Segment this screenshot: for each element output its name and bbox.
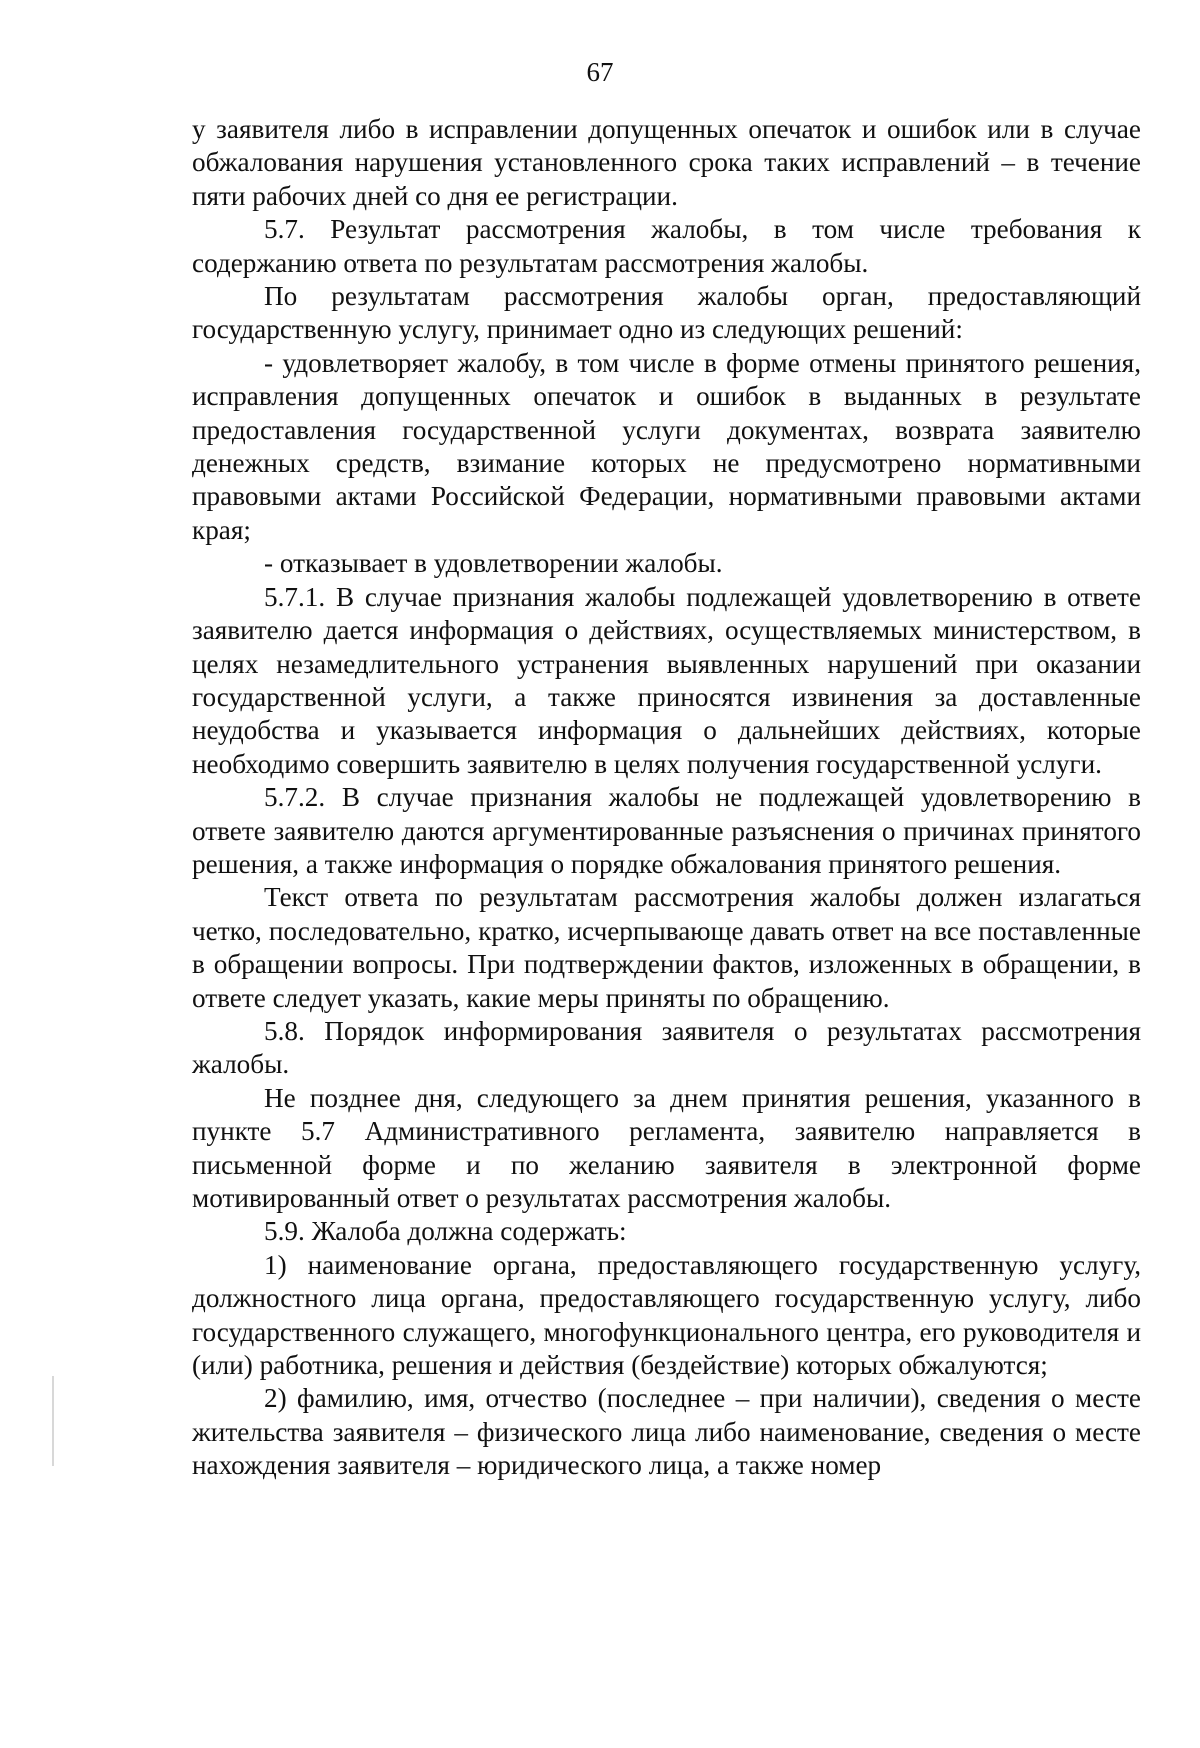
paragraph-item-2: 2) фамилию, имя, отчество (последнее – при наличии), сведения о месте жительства заявителя – физического лица либо наименование, сведения о месте нахождения заявителя – юридического лица, а также номер: [192, 1383, 1141, 1481]
paragraph-continuation: у заявителя либо в исправлении допущенных опечаток и ошибок или в случае обжалования нарушения установленного срока таких исправлений – в течение пяти рабочих дней со дня ее регистрации.: [192, 114, 1141, 211]
paragraph-5-7-heading: 5.7. Результат рассмотрения жалобы, в том числе требования к содержанию ответа по результатам рассмотрения жалобы.: [192, 214, 1141, 278]
page-number: 67: [586, 57, 614, 87]
paragraph-decision-satisfy: - удовлетворяет жалобу, в том числе в форме отмены принятого решения, исправления допущенных опечаток и ошибок в выданных в результате предоставления государственной услуги документах, возврата заявителю денежных средств, взимание которых не предусмотрено нормативными правовыми актами Российской Федерации, нормативными правовыми актами края;: [192, 347, 1141, 545]
paragraph-decision-refuse: - отказывает в удовлетворении жалобы.: [264, 548, 723, 579]
scan-margin-mark: [52, 1376, 54, 1466]
paragraph-5-7-1: 5.7.1. В случае признания жалобы подлежащей удовлетворению в ответе заявителю дается информация о действиях, осуществляемых министерством, в целях незамедлительного устранения выявленных нарушений при оказании государственной услуги, а также приносятся извинения за доставленные неудобства и указывается информация о дальнейших действиях, которые необходимо совершить заявителю в целях получения государственной услуги.: [192, 581, 1141, 779]
paragraph-decisions-intro: По результатам рассмотрения жалобы орган, предоставляющий государственную услугу, принимает одно из следующих решений:: [192, 281, 1141, 345]
paragraph-5-9-heading: 5.9. Жалоба должна содержать:: [264, 1216, 627, 1247]
paragraph-item-1: 1) наименование органа, предоставляющего государственную услугу, должностного лица органа, предоставляющего государственную услугу, либо государственного служащего, многофункционального центра, его руководителя и (или) работника, решения и действия (бездействие) которых обжалуются;: [192, 1249, 1141, 1381]
document-body: [192, 113, 1141, 1483]
paragraph-answer-text: Текст ответа по результатам рассмотрения жалобы должен излагаться четко, последовательно, кратко, исчерпывающе давать ответ на все поставленные в обращении вопросы. При подтверждении фактов, изложенных в обращении, в ответе следует указать, какие меры приняты по обращению.: [192, 882, 1141, 1013]
paragraph-5-8-heading: 5.8. Порядок информирования заявителя о результатах рассмотрения жалобы.: [192, 1015, 1141, 1080]
paragraph-5-7-2: 5.7.2. В случае признания жалобы не подлежащей удовлетворению в ответе заявителю даются аргументированные разъяснения о причинах принятого решения, а также информация о порядке обжалования принятого решения.: [192, 782, 1141, 879]
paragraph-notification: Не позднее дня, следующего за днем принятия решения, указанного в пункте 5.7 Административного регламента, заявителю направляется в письменной форме и по желанию заявителя в электронной форме мотивированный ответ о результатах рассмотрения жалобы.: [192, 1082, 1141, 1213]
